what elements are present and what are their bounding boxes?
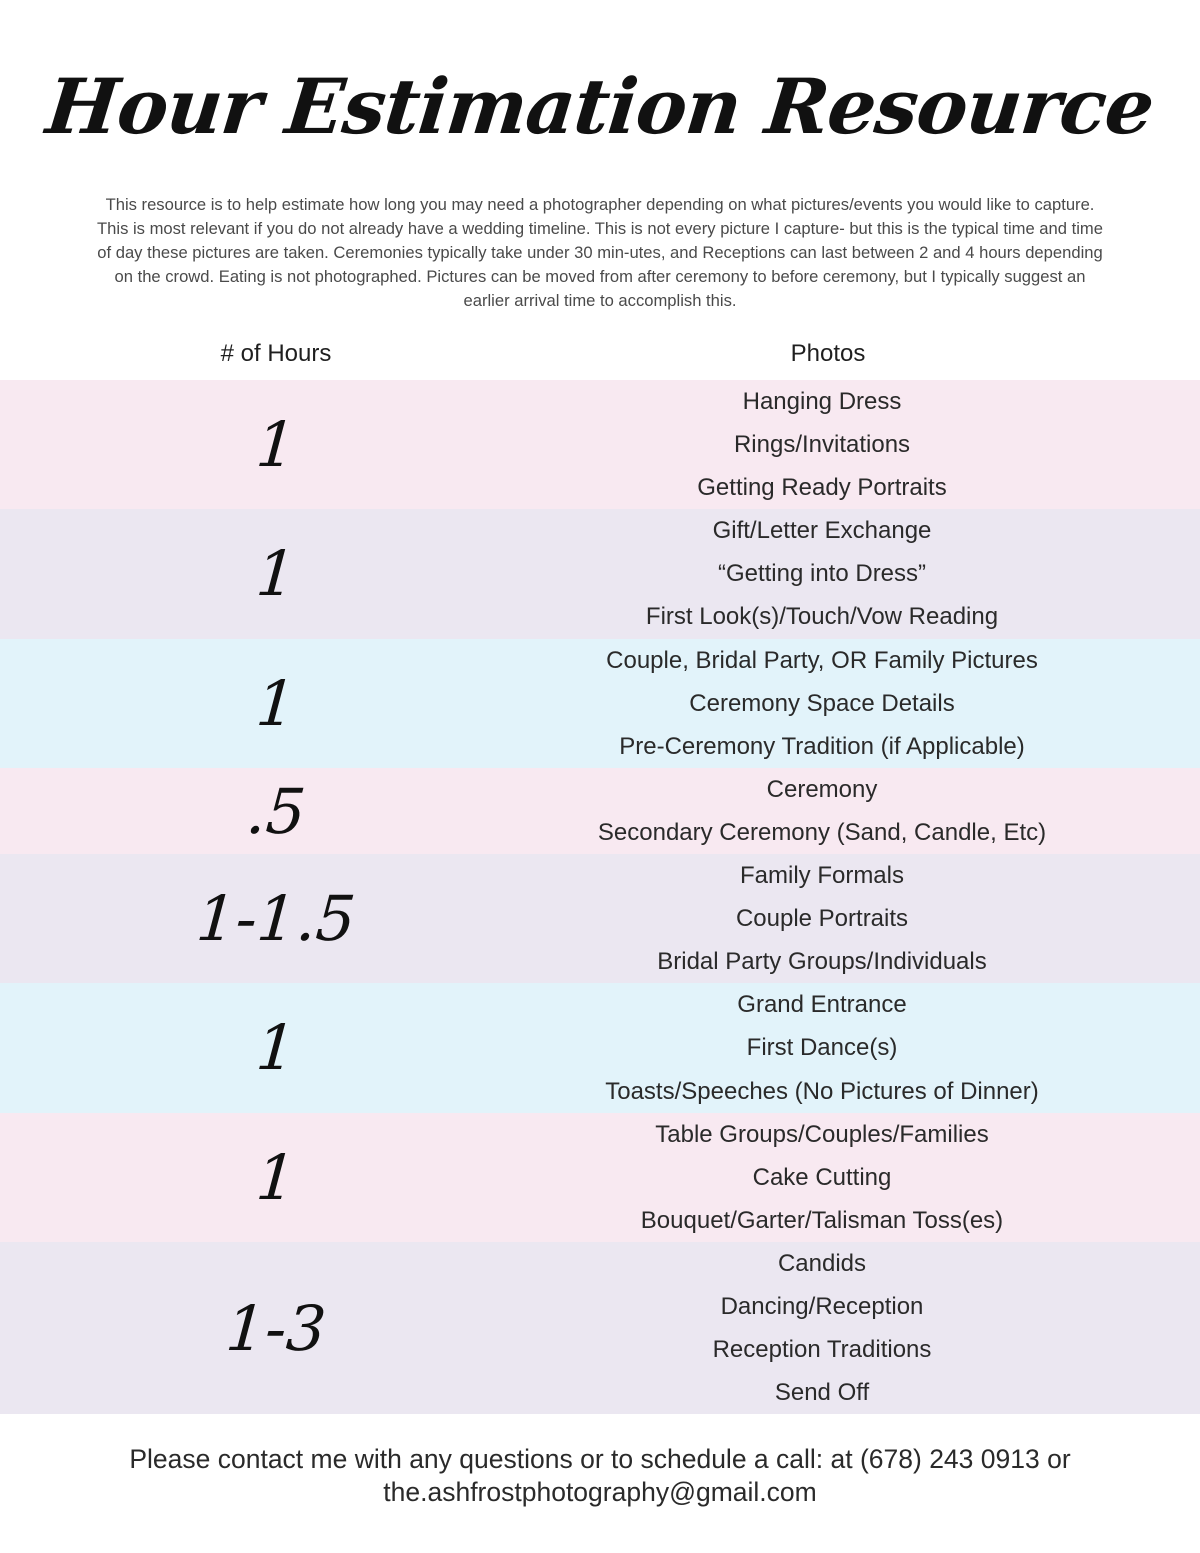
hours-value: 1 <box>253 1011 299 1085</box>
photo-item: Ceremony Space Details <box>689 689 955 717</box>
table-row <box>0 1113 1200 1242</box>
photo-item: Reception Traditions <box>712 1336 932 1364</box>
table-row <box>0 509 1200 638</box>
photo-item: Ceremony <box>766 775 878 803</box>
table-row <box>0 854 1200 983</box>
photo-list <box>528 509 1116 638</box>
photo-item: Couple, Bridal Party, OR Family Pictures <box>606 646 1038 674</box>
intro-paragraph: This resource is to help estimate how long you may need a photographer depending on what pictures/events you would like to capture. This is most relevant if you do not already have a wedding timeline. This is not every picture I capture- but this is the typical time and time of day these pictures are taken. Ceremonies typically take under 30 min-utes, and Receptions can last between 2 and 4 hours depending on the crowd. Eating is not photographed. Pictures can be moved from after ceremony to before ceremony, but I typically suggest an earlier arrival time to accomplish this. <box>97 195 1103 310</box>
contact-text: Please contact me with any questions or to schedule a call: at (678) 243 0913 or <box>129 1444 1071 1474</box>
photo-item: First Look(s)/Touch/Vow Reading <box>645 603 999 631</box>
table-row <box>0 639 1200 768</box>
photo-item: Toasts/Speeches (No Pictures of Dinner) <box>605 1077 1039 1105</box>
photo-item: Rings/Invitations <box>733 431 911 459</box>
table-row <box>0 983 1200 1112</box>
photo-item: Pre-Ceremony Tradition (if Applicable) <box>619 732 1025 760</box>
hours-value: 1 <box>253 537 299 611</box>
photo-list <box>528 380 1116 509</box>
photo-item: Secondary Ceremony (Sand, Candle, Etc) <box>597 818 1047 846</box>
photo-list <box>528 1113 1116 1242</box>
photo-item: Grand Entrance <box>737 991 907 1019</box>
photo-item: Couple Portraits <box>735 905 909 933</box>
photo-list <box>528 1242 1116 1414</box>
contact-footer <box>60 1443 1140 1509</box>
photo-item: Gift/Letter Exchange <box>712 517 932 545</box>
hours-value: 1 <box>253 408 299 482</box>
hours-value: 1 <box>253 1140 299 1214</box>
photos-column-header: Photos <box>790 340 866 367</box>
hour-estimation-table <box>0 380 1200 1414</box>
hours-value: 1 <box>253 666 299 740</box>
photo-item: Family Formals <box>739 862 904 890</box>
hours-value: 1-3 <box>223 1291 329 1365</box>
contact-email[interactable]: the.ashfrostphotography@gmail.com <box>383 1477 817 1507</box>
photo-list <box>528 768 1116 854</box>
photo-item: Dancing/Reception <box>720 1292 924 1320</box>
photo-list <box>528 639 1116 768</box>
photo-list <box>528 983 1116 1112</box>
hours-value: 1-1.5 <box>193 882 359 956</box>
hours-value: .5 <box>243 774 309 848</box>
photo-item: Getting Ready Portraits <box>697 474 947 502</box>
photo-item: First Dance(s) <box>746 1034 898 1062</box>
table-row <box>0 768 1200 854</box>
photo-item: Bridal Party Groups/Individuals <box>657 948 987 976</box>
photo-item: Table Groups/Couples/Families <box>655 1120 989 1148</box>
photo-list <box>528 854 1116 983</box>
photo-item: Candids <box>777 1249 867 1277</box>
photo-item: Send Off <box>774 1379 870 1407</box>
photo-item: Hanging Dress <box>742 388 902 415</box>
table-row <box>0 380 1200 509</box>
page-title: Hour Estimation Resource <box>42 62 1158 151</box>
photo-item: Cake Cutting <box>752 1163 892 1191</box>
hours-column-header: # of Hours <box>220 340 332 367</box>
photo-item: “Getting into Dress” <box>717 560 927 588</box>
photo-item: Bouquet/Garter/Talisman Toss(es) <box>640 1206 1004 1234</box>
table-row <box>0 1242 1200 1414</box>
